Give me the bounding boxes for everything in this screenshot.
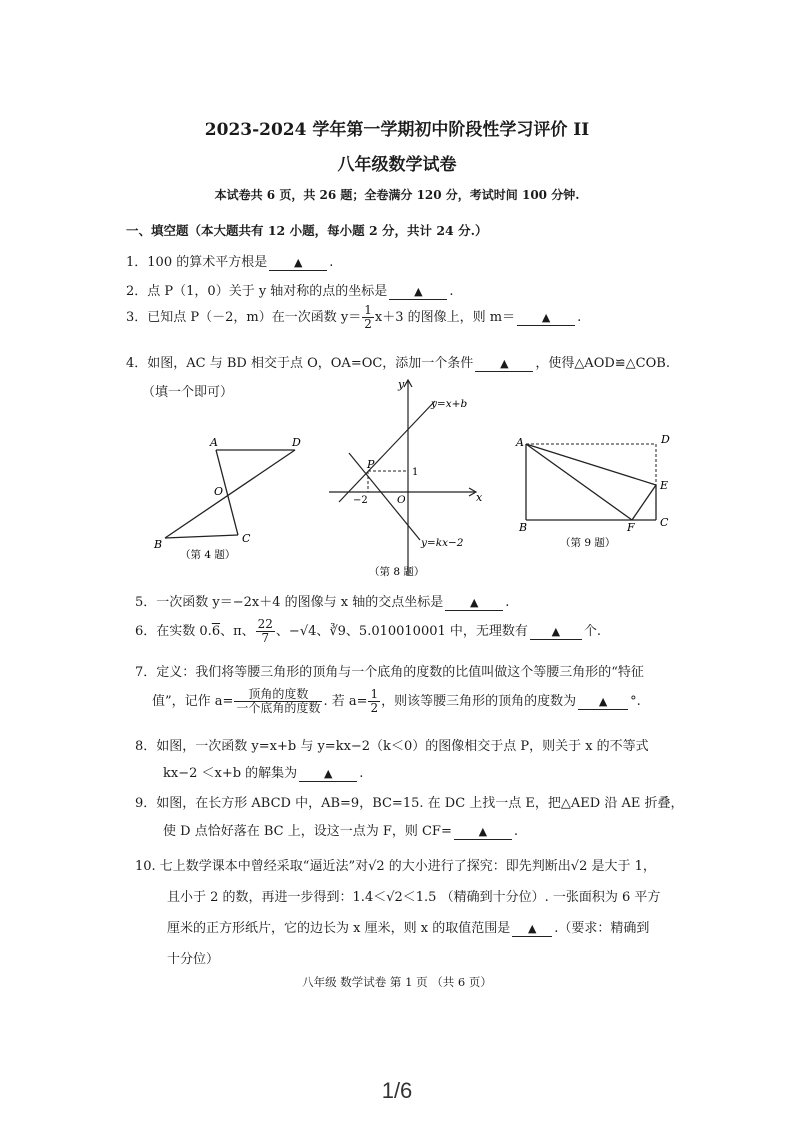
answer-blank-3[interactable] — [517, 311, 575, 326]
question-7-end: °. — [630, 694, 641, 709]
question-8-text: kx−2 ＜x+b 的解集为 — [163, 766, 298, 781]
question-5-end: . — [505, 595, 510, 610]
question-6-mid: 、π、 — [220, 624, 255, 639]
triangle-mark: ▲ — [598, 695, 608, 708]
label-O: O — [214, 485, 224, 498]
question-3 — [126, 304, 581, 331]
segment-AE — [526, 444, 656, 485]
question-1 — [126, 251, 333, 271]
fraction-numerator: 1 — [364, 303, 372, 317]
section-heading: 一、填空题（本大题共有 12 小题，每小题 2 分，共计 24 分.） — [126, 223, 488, 238]
question-10-line-3 — [167, 917, 649, 937]
fraction-denominator: 7 — [261, 631, 270, 645]
label-C: C — [660, 516, 669, 529]
label-D: D — [292, 436, 301, 449]
question-3-pre: 3．已知点 P（－2，m）在一次函数 y＝ — [126, 310, 362, 325]
fraction-denominator: 2 — [370, 701, 379, 715]
question-4-text: 4．如图，AC 与 BD 相交于点 O，OA=OC，添加一个条件 — [126, 356, 474, 371]
label-minus-two: −2 — [353, 495, 368, 506]
segment-AF — [526, 444, 632, 520]
fraction-half — [362, 304, 374, 331]
figure-8-caption: （第 8 题） — [369, 566, 425, 578]
label-F: F — [627, 521, 635, 534]
question-10-requirement: .（要求：精确到 — [554, 921, 650, 936]
fraction-a-half — [368, 688, 380, 715]
question-7-line-2 — [152, 688, 641, 715]
question-7-pre: 值”，记作 a= — [152, 694, 234, 709]
label-x: x — [476, 491, 483, 504]
label-A: A — [516, 436, 524, 449]
answer-blank-10[interactable] — [512, 922, 552, 937]
answer-blank-6[interactable] — [530, 625, 582, 640]
exam-subtitle: 八年级数学试卷 — [337, 155, 457, 175]
question-6-end: 个. — [583, 624, 602, 639]
answer-blank-5[interactable] — [445, 596, 503, 611]
fraction-numerator: 22 — [257, 617, 273, 631]
triangle-mark: ▲ — [527, 922, 537, 935]
question-10-line-2: 且小于 2 的数，再进一步得到：1.4＜√2＜1.5 （精确到十分位）. 一张面积为 6 平方 — [167, 890, 661, 905]
answer-blank-2[interactable] — [389, 285, 447, 300]
label-P: P — [367, 458, 375, 471]
fraction-denominator: 2 — [364, 317, 372, 331]
label-A: A — [210, 436, 218, 449]
triangle-mark: ▲ — [500, 357, 509, 370]
question-7-line-1: 7．定义：我们将等腰三角形的顶角与一个底角的度数的比值叫做这个等腰三角形的“特征 — [135, 665, 644, 680]
label-line-xb: y=x+b — [431, 398, 468, 410]
figure-4-caption: （第 4 题） — [180, 549, 236, 560]
question-8-end: . — [359, 766, 364, 781]
question-10-line-1: 10. 七上数学课本中曾经采取“逼近法”对√2 的大小进行了探究：即先判断出√2 是大于 1， — [135, 859, 656, 874]
question-1-end: . — [329, 255, 334, 270]
fraction-22-7 — [256, 618, 275, 645]
label-line-kx: y=kx−2 — [421, 537, 464, 549]
question-9-end: . — [513, 824, 518, 839]
question-10-text: 厘米的正方形纸片，它的边长为 x 厘米，则 x 的取值范围是 — [167, 921, 511, 936]
repeating-digit: 6 — [211, 624, 221, 639]
exam-note: 本试卷共 6 页，共 26 题；全卷满分 120 分，考试时间 100 分钟. — [214, 188, 580, 202]
triangle-mark: ▲ — [323, 767, 333, 780]
fraction-denominator: 一个底角的度数 — [236, 701, 321, 715]
fraction-definition — [234, 688, 322, 715]
fraction-numerator: 顶角的度数 — [234, 688, 322, 702]
label-B: B — [154, 538, 163, 551]
label-one: 1 — [412, 467, 419, 478]
question-5 — [135, 591, 509, 611]
label-y: y — [398, 378, 405, 391]
triangle-mark: ▲ — [551, 625, 561, 638]
question-1-text: 1．100 的算术平方根是 — [126, 255, 268, 270]
question-4 — [126, 352, 670, 372]
question-9-text: 使 D 点恰好落在 BC 上，设这一点为 F，则 CF= — [163, 824, 452, 839]
label-D: D — [661, 433, 670, 446]
question-6-pre: 6．在实数 0. — [135, 624, 212, 639]
label-B: B — [519, 521, 528, 534]
triangle-mark: ▲ — [414, 285, 423, 298]
answer-blank-4[interactable] — [475, 357, 533, 372]
label-E: E — [660, 479, 669, 492]
label-C: C — [242, 532, 251, 545]
exam-title: 2023-2024 学年第一学期初中阶段性学习评价 II — [204, 120, 590, 140]
question-5-text: 5．一次函数 y＝−2x＋4 的图像与 x 轴的交点坐标是 — [135, 595, 444, 610]
triangle-mark: ▲ — [470, 596, 479, 609]
question-7-mid: . 若 a= — [323, 694, 368, 709]
figure-9 — [510, 430, 680, 555]
triangle-mark: ▲ — [293, 256, 303, 269]
question-3-post: x＋3 的图像上，则 m＝ — [374, 310, 516, 325]
question-4-note: （填一个即可） — [142, 385, 234, 400]
question-9-line-1: 9．如图，在长方形 ABCD 中，AB=9，BC=15. 在 DC 上找一点 E，把△AED 沿 AE 折叠， — [135, 796, 684, 811]
question-6 — [135, 618, 601, 645]
triangle-mark: ▲ — [541, 311, 551, 324]
question-4-post: ，使得△AOD≌△COB. — [535, 356, 670, 371]
segment-DB — [165, 450, 295, 538]
answer-blank-7[interactable] — [578, 695, 628, 710]
label-origin: O — [397, 494, 406, 506]
line-y-x-plus-b — [339, 401, 435, 502]
question-2 — [126, 280, 453, 300]
answer-blank-1[interactable] — [269, 256, 327, 271]
question-6-post: 、−√4、∛9、5.010010001 中，无理数有 — [275, 624, 528, 639]
question-9-line-2 — [163, 820, 518, 840]
question-8-line-2 — [163, 762, 363, 782]
segment-BC — [165, 535, 238, 538]
figure-8 — [325, 375, 490, 580]
fraction-numerator: 1 — [370, 687, 379, 701]
question-2-text: 2．点 P（1，0）关于 y 轴对称的点的坐标是 — [126, 284, 388, 299]
page-footer: 八年级 数学试卷 第 1 页 （共 6 页） — [302, 975, 492, 989]
segment-FE — [632, 485, 656, 520]
answer-blank-9[interactable] — [454, 825, 512, 840]
question-2-end: . — [449, 284, 454, 299]
question-7-post: ，则该等腰三角形的顶角的度数为 — [381, 694, 577, 709]
figure-9-caption: （第 9 题） — [560, 537, 616, 549]
figure-4 — [150, 430, 310, 560]
question-10-line-4: 十分位） — [167, 952, 220, 967]
triangle-mark: ▲ — [478, 825, 488, 838]
page-indicator: 1/6 — [381, 1078, 413, 1103]
question-8-line-1: 8．如图，一次函数 y=x+b 与 y=kx−2（k＜0）的图像相交于点 P，则关于 x 的不等式 — [135, 739, 649, 754]
question-3-end: . — [577, 310, 582, 325]
answer-blank-8[interactable] — [299, 767, 357, 782]
